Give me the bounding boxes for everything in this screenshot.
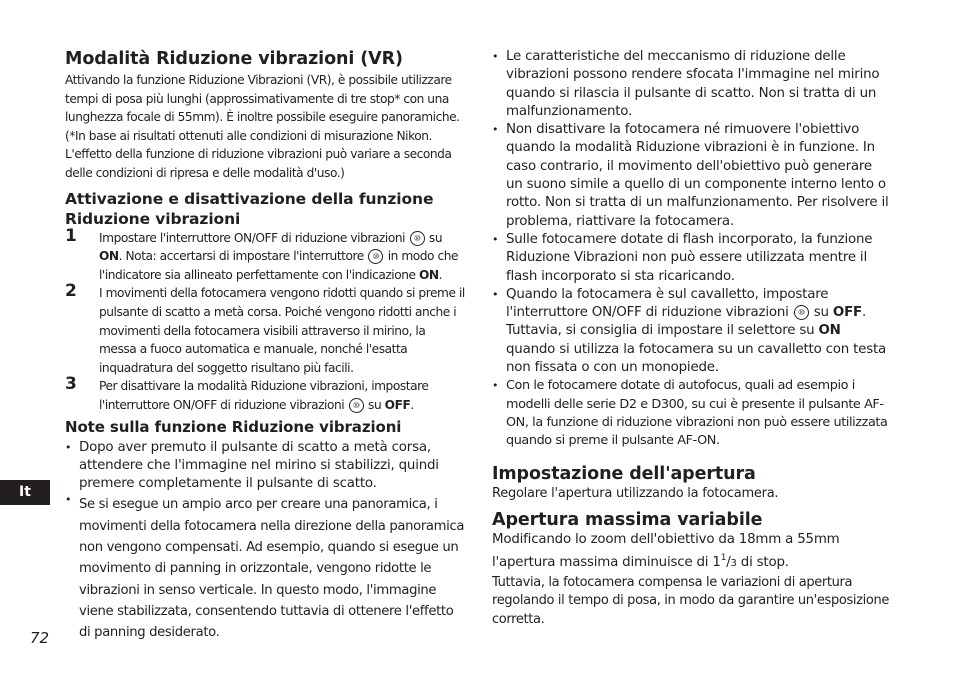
vr-switch-icon: ⑩ [349,398,364,413]
step-number: 3 [65,374,77,395]
vr-section-title: Modalità Riduzione vibrazioni (VR) [65,49,403,69]
max-aperture-text: Modificando lo zoom dell'obiettivo da 18mm a 55mm l'apertura massima diminuisce di $1^1/3$ di stop. [492,532,840,571]
step-2: 2 I movimenti della fotocamera vengono ridotti quando si preme il pulsante di scatto a metà corsa. Poiché vengono ridotti anche i movimenti della fotocamera visibili attraverso il mirino, la messa a fuoco automatica e manuale, nonché l'esatta inquadratura del soggetto risultano più facili. [65,281,465,375]
page-number: 72 [30,629,50,647]
aperture-title: Impostazione dell'apertura [492,463,756,484]
step-1: 1 Impostare l'interruttore ON/OFF di riduzione vibrazioni ⑩ su ON. Nota: accertarsi di impostare l'interruttore ⑩ in modo che l'indicatore sia allineato perfettamente con l'indicazione ON. [65,225,459,282]
right-column [492,48,892,630]
max-aperture-title: Apertura massima variabile [492,510,763,531]
step-number: 2 [65,281,77,302]
list-item: • Con le fotocamere dotate di autofocus, quali ad esempio i modelli delle serie D2 e D300, su cui è presente il pulsante AF-ON, la funzione di riduzione vibrazioni non può essere utilizzata quando si preme il pulsante AF-ON. [492,377,892,450]
notes-list [65,439,465,643]
on-label: ON [818,323,841,339]
notes-title: Note sulla funzione Riduzione vibrazioni [65,417,402,436]
aperture-text: Regolare l'apertura utilizzando la fotocamera. [492,485,779,501]
toggle-section-title: Attivazione e disattivazione della funzione Riduzione vibrazioni [65,189,434,228]
list-item: • Non disattivare la fotocamera né rimuovere l'obiettivo quando la modalità Riduzione vibrazioni è in funzione. In caso contrario, il movimento dell'obiettivo può generare un suono simile a quello di un componente interno lento o rotto. Non si tratta di un malfunzionamento. Per risolvere il problema, riattivare la fotocamera. [492,121,892,231]
step-3: 3 Per disattivare la modalità Riduzione vibrazioni, impostare l'interruttore ON/OFF di riduzione vibrazioni ⑩ su OFF. [65,374,429,412]
list-item: • Sulle fotocamere dotate di flash incorporato, la funzione Riduzione Vibrazioni non può essere utilizzata mentre il flash incorporato si sta ricaricando. [492,231,892,286]
list-item: • Se si esegue un ampio arco per creare una panoramica, i movimenti della fotocamera nella direzione della panoramica non vengono compensati. Ad esempio, quando si esegue un movimento di panning in orizzontale, vengono ridotte le vibrazioni in senso verticale. In questo modo, l'immagine viene stabilizzata, consentendo tuttavia di ottenere l'effetto di panning desiderato. [65,493,465,642]
list-item: • Dopo aver premuto il pulsante di scatto a metà corsa, attendere che l'immagine nel mirino si stabilizzi, quindi premere completamente il pulsante di scatto. [65,439,465,494]
off-label: OFF [832,305,862,321]
vr-switch-icon: ⑩ [410,231,425,246]
vr-switch-icon: ⑩ [368,249,383,264]
off-label: OFF [384,397,411,412]
step-number: 1 [65,225,77,246]
vr-notes-list [492,48,892,451]
steps-list [65,225,465,415]
on-label: ON [418,267,439,282]
max-aperture-note: Tuttavia, la fotocamera compensa le variazioni di apertura regolando il tempo di posa, in modo da garantire un'esposizione corretta. [492,574,890,627]
on-label: ON [99,249,119,264]
vr-switch-icon: ⑩ [794,305,809,320]
list-item: • Quando la fotocamera è sul cavalletto, impostare l'interruttore ON/OFF di riduzione vibrazioni ⑩ su OFF. Tuttavia, si consiglia di impostare il selettore su ON quando si utilizza la fotocamera su un cavalletto con testa non fissata o con un monopiede. [492,286,892,377]
language-tab: It [0,480,50,505]
list-item: • Le caratteristiche del meccanismo di riduzione delle vibrazioni possono rendere sfocata l'immagine nel mirino quando si rilascia il pulsante di scatto. Non si tratta di un malfunzionamento. [492,48,892,121]
vr-intro-text: Attivando la funzione Riduzione Vibrazioni (VR), è possibile utilizzare tempi di posa più lunghi (approssimativamente di tre stop* con una lunghezza focale di 55mm). È inoltre possibile eseguire panoramiche. (*In base ai risultati ottenuti alle condizioni di misurazione Nikon. L'effetto della funzione di riduzione vibrazioni può variare a seconda delle condizioni di ripresa e delle modalità d'uso.) [65,73,460,180]
left-column [65,48,465,642]
